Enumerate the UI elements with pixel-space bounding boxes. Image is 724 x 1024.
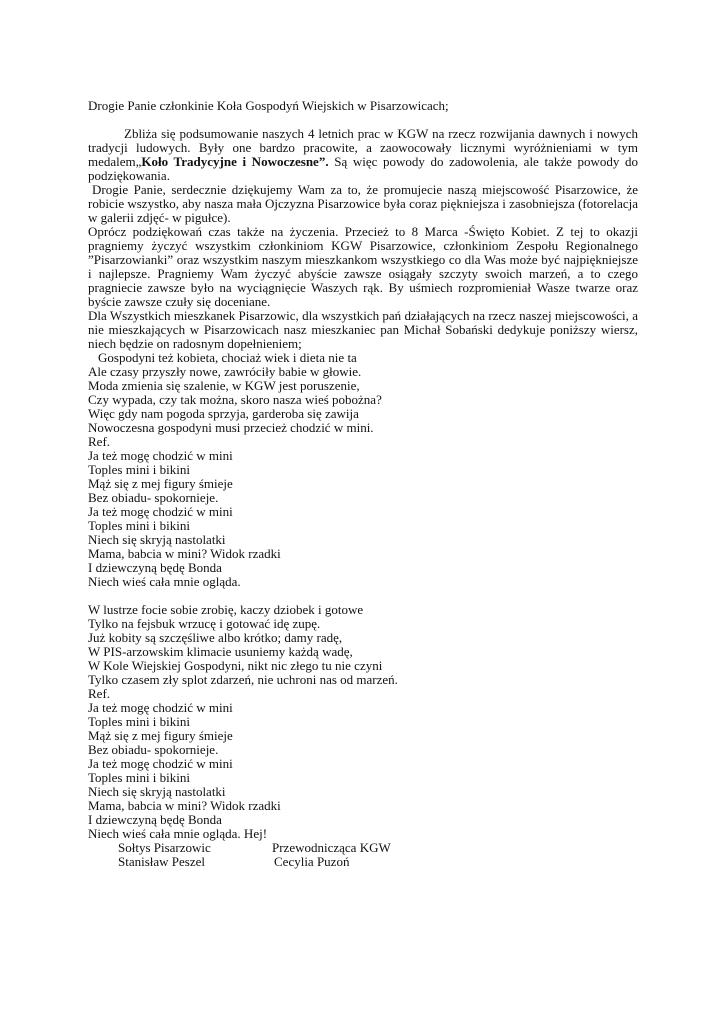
poem-line: Niech wieś cała mnie ogląda. Hej! — [88, 826, 268, 841]
poem-line: Toples mini i bikini — [88, 462, 191, 477]
poem-line: Bez obiadu- spokornieje. — [88, 742, 219, 757]
paragraph-intro-end: Są więc powody do zadowolenia, ale także powody do podziękowania. — [88, 154, 638, 183]
paragraph-thanks: Drogie Panie, serdecznie dziękujemy Wam za to, że promujecie naszą miejscowość Pisarzowice, że robicie wszystko, aby nasza mała Ojczyzna Pisarzowice była coraz piękniejsza i zasobniejsza (fotorelacja w galerii zdjęć- w pigułce). — [88, 182, 638, 225]
signature-right-title: Przewodnicząca KGW — [272, 840, 391, 855]
poem-line: I dziewczyną będę Bonda — [88, 560, 222, 575]
poem-line: Ja też mogę chodzić w mini — [88, 504, 233, 519]
poem-line: Mąż się z mej figury śmieje — [88, 728, 233, 743]
poem-stanza-1 — [88, 351, 638, 589]
poem-line: Ja też mogę chodzić w mini — [88, 448, 233, 463]
poem-line: Niech wieś cała mnie ogląda. — [88, 574, 241, 589]
poem-line: Mama, babcia w mini? Widok rzadki — [88, 798, 281, 813]
poem-line: Czy wypada, czy tak można, skoro nasza wieś pobożna? — [88, 392, 382, 407]
greeting: Drogie Panie członkinie Koła Gospodyń Wiejskich w Pisarzowicach; — [88, 98, 449, 113]
poem-line: Mąż się z mej figury śmieje — [88, 476, 233, 491]
award-name: Koło Tradycyjne i Nowoczesne”. — [141, 154, 329, 169]
poem-line: Toples mini i bikini — [88, 518, 191, 533]
paragraph-intro-text: Zbliża się podsumowanie naszych 4 letnich prac w KGW na rzecz rozwijania dawnych i nowych tradycji ludowych. Były one bardzo pracowite, a zaowocowały licznymi wyróżnieniami w tym medalem„ — [88, 126, 638, 169]
poem-line: W PIS-arzowskim klimacie usuniemy każdą wadę, — [88, 644, 353, 659]
poem-line: I dziewczyną będę Bonda — [88, 812, 222, 827]
poem-line: Nowoczesna gospodyni musi przecież chodzić w mini. — [88, 420, 374, 435]
signature-names — [118, 855, 638, 869]
signature-titles — [118, 841, 638, 855]
paragraph-dedication: Dla Wszystkich mieszkanek Pisarzowic, dla wszystkich pań działających na rzecz naszej miejscowości, a nie mieszkających w Pisarzowicach nasz mieszkaniec pan Michał Sobański dedykuje poniższy wiersz, niech będzie on radosnym dopełnieniem; — [88, 308, 638, 351]
document-page — [88, 99, 638, 869]
poem-line: Niech się skryją nastolatki — [88, 532, 226, 547]
signature-left-title: Sołtys Pisarzowic — [118, 840, 211, 855]
poem-line: Mama, babcia w mini? Widok rzadki — [88, 546, 281, 561]
signature-left-name: Stanisław Peszel — [118, 854, 206, 869]
poem-line: Toples mini i bikini — [88, 714, 191, 729]
poem-line: Tylko czasem zły splot zdarzeń, nie uchroni nas od marzeń. — [88, 672, 398, 687]
poem-line: Ale czasy przyszły nowe, zawróciły babie w głowie. — [88, 364, 362, 379]
poem-line: Więc gdy nam pogoda sprzyja, garderoba się zawija — [88, 406, 359, 421]
poem-line: W lustrze focie sobie zrobię, kaczy dziobek i gotowe — [88, 602, 364, 617]
poem-line: Tylko na fejsbuk wrzucę i gotować idę zupę. — [88, 616, 321, 631]
paragraph-intro — [88, 127, 638, 183]
signature-right-name: Cecylia Puzoń — [274, 854, 350, 869]
poem-line: Gospodyni też kobieta, chociaż wiek i dieta nie ta — [98, 350, 357, 365]
poem-line: Już kobity są szczęśliwe albo krótko; damy radę, — [88, 630, 343, 645]
poem-line: Niech się skryją nastolatki — [88, 784, 226, 799]
poem-line: Ref. — [88, 434, 111, 449]
poem-line: Moda zmienia się szalenie, w KGW jest poruszenie, — [88, 378, 360, 393]
poem-stanza-2 — [88, 603, 638, 841]
poem-line: Ja też mogę chodzić w mini — [88, 756, 233, 771]
paragraph-wishes: Oprócz podziękowań czas także na życzenia. Przecież to 8 Marca -Święto Kobiet. Z tej to okazji pragniemy życzyć wszystkim członkiniom KGW Pisarzowice, członkiniom Zespołu Regionalnego ”Pisarzowianki” oraz wszystkim naszym mieszkankom wszystkiego co dla Was może być najpiękniejsze i najlepsze. Pragniemy Wam życzyć abyście zawsze osiągały szczyty swoich marzeń, a to czego pragniecie zawsze było na wyciągnięcie Waszych rąk. By uśmiech rozpromieniał Wasze twarze oraz byście zawsze czuły się doceniane. — [88, 224, 638, 309]
poem-line: W Kole Wiejskiej Gospodyni, nikt nic złego tu nie czyni — [88, 658, 383, 673]
poem-line: Toples mini i bikini — [88, 770, 191, 785]
poem-line: Ref. — [88, 686, 111, 701]
poem-line: Ja też mogę chodzić w mini — [88, 700, 233, 715]
poem-line: Bez obiadu- spokornieje. — [88, 490, 219, 505]
